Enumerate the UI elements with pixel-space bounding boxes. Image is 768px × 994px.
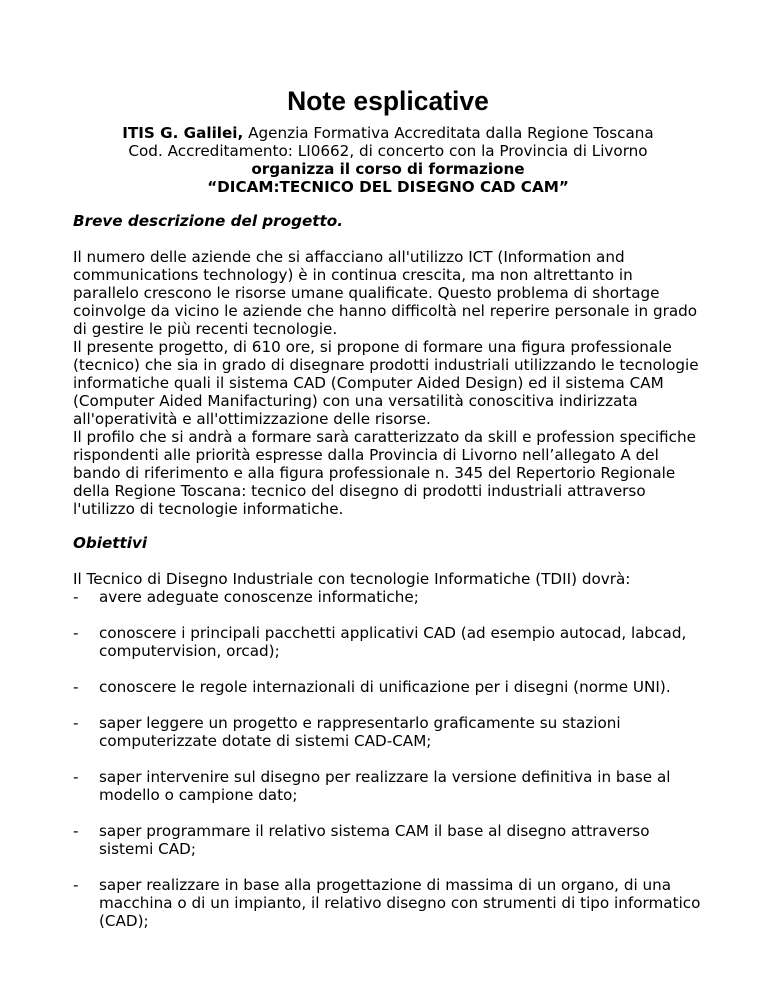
list-item (73, 678, 703, 696)
list-item-text: avere adeguate conoscenze informatiche; (99, 588, 419, 606)
list-item (73, 768, 703, 804)
section-heading-objectives: Obiettivi (73, 534, 148, 552)
document-title: Note esplicative (287, 86, 489, 116)
dash-marker: - (73, 876, 79, 894)
list-item-text: saper realizzare in base alla progettazione di massima di un organo, di una macchina o di un impianto, il relativo disegno con strumenti di tipo informatico (CAD); (99, 876, 701, 930)
objectives-list (73, 588, 703, 930)
intro-line-2: Cod. Accreditamento: LI0662, di concerto con la Provincia di Livorno (128, 142, 648, 160)
section-heading-description: Breve descrizione del progetto. (73, 212, 344, 230)
list-item (73, 588, 703, 606)
dash-marker: - (73, 624, 79, 642)
list-item-text: saper leggere un progetto e rappresentarlo graficamente su stazioni computerizzate dotate di sistemi CAD-CAM; (99, 714, 621, 750)
intro-line-1 (73, 124, 703, 142)
list-item (73, 822, 703, 858)
org-name: ITIS G. Galilei, (122, 124, 244, 142)
dash-marker: - (73, 714, 79, 732)
course-title: “DICAM:TECNICO DEL DISEGNO CAD CAM” (207, 178, 569, 196)
list-item-text: conoscere i principali pacchetti applicativi CAD (ad esempio autocad, labcad, computervision, orcad); (99, 624, 687, 660)
objectives-intro: Il Tecnico di Disegno Industriale con tecnologie Informatiche (TDII) dovrà: (73, 570, 631, 588)
paragraph: Il profilo che si andrà a formare sarà caratterizzato da skill e profession specifiche rispondenti alle priorità espresse dalla Provincia di Livorno nell’allegato A del bando di riferimento e alla figura professionale n. 345 del Repertorio Regionale della Regione Toscana: tecnico del disegno di prodotti industriali attraverso l'utilizzo di tecnologie informatiche. (73, 428, 696, 518)
list-item-text: saper programmare il relativo sistema CAM il base al disegno attraverso sistemi CAD; (99, 822, 650, 858)
paragraph: Il numero delle aziende che si affacciano all'utilizzo ICT (Information and communications technology) è in continua crescita, ma non altrettanto in parallelo crescono le risorse umane qualificate. Questo problema di shortage coinvolge da vicino le aziende che hanno difficoltà nel reperire personale in grado di gestire le più recenti tecnologie. (73, 248, 698, 338)
intro-block (73, 124, 703, 196)
intro-line-3: organizza il corso di formazione (251, 160, 525, 178)
list-item-text: conoscere le regole internazionali di unificazione per i disegni (norme UNI). (99, 678, 671, 696)
description-body (73, 248, 703, 518)
dash-marker: - (73, 588, 79, 606)
dash-marker: - (73, 768, 79, 786)
dash-marker: - (73, 678, 79, 696)
list-item-text: saper intervenire sul disegno per realizzare la versione definitiva in base al modello o campione dato; (99, 768, 671, 804)
list-item (73, 624, 703, 660)
list-item (73, 876, 703, 930)
dash-marker: - (73, 822, 79, 840)
list-item (73, 714, 703, 750)
document-page (73, 86, 703, 930)
paragraph: Il presente progetto, di 610 ore, si propone di formare una figura professionale (tecnico) che sia in grado di disegnare prodotti industriali utilizzando le tecnologie informatiche quali il sistema CAD (Computer Aided Design) ed il sistema CAM (Computer Aided Manifacturing) con una versatilità conoscitiva indirizzata all'operatività e all'ottimizzazione delle risorse. (73, 338, 699, 428)
org-description: Agenzia Formativa Accreditata dalla Regione Toscana (243, 124, 654, 142)
